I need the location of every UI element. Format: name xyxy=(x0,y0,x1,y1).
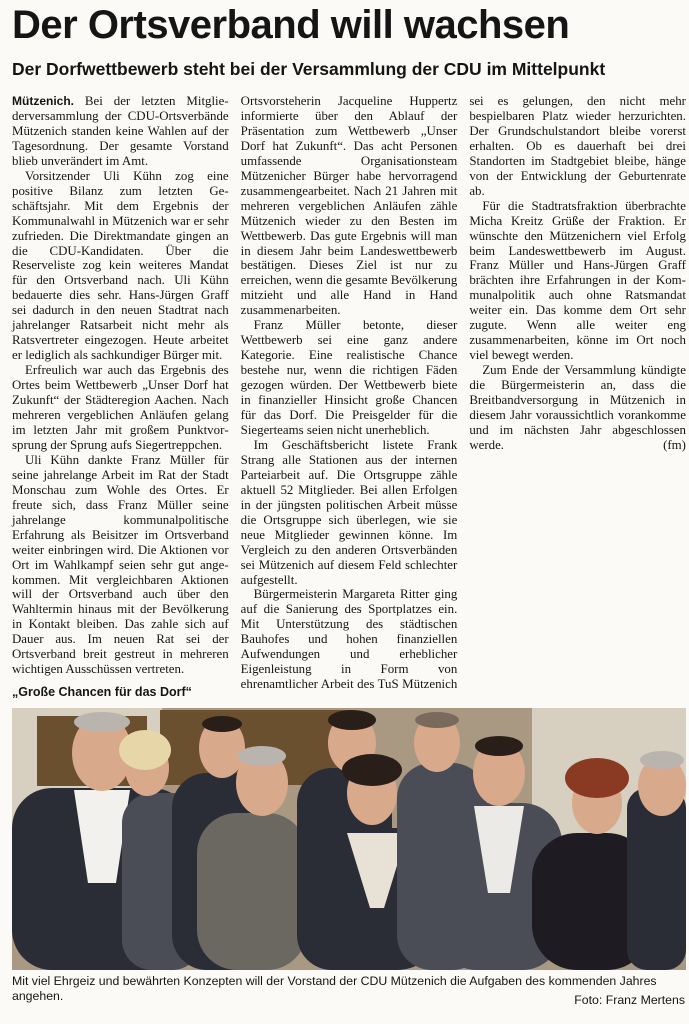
article-body xyxy=(12,94,686,704)
paragraph-1-text: Bei der letzten Mitgliederversammlung der CDU-Ortsverbände Mützenich standen keine Wahlen auf der Tagesordnung. Der gesamte Vorstand blieb unverändert im Amt. xyxy=(12,94,229,168)
paragraph-2: Vorsitzender Uli Kühn zog eine positive Bilanz zum letzten Geschäftsjahr. Mit dem Ergebnis der Kommunalwahl in Mützenich war er sehr zufrieden. Die Direktmandate gingen an die CDU-Kandidaten. Über die Reserveliste zog kein weiteres Mandat für den Ortsverband nach. Uli Kühn bedauerte dies sehr. Hans-Jürgen Graff sei dadurch in den neuen Stadtrat nach jahrelanger Ratsarbeit nicht mehr als Ratsvertreter eingezogen. Heute arbeitet er lediglich als sachkundiger Bürger mit. xyxy=(12,168,229,363)
dateline: Mützenich. xyxy=(12,94,74,108)
paragraph-9: Für die Stadtratsfraktion überbrachte Micha Kreitz Grüße der Fraktion. Er wünschte den Mützenichern viel Erfolg beim Landeswettbewerb im August. Franz Müller und Hans-Jürgen Graff brächten ihre Erfahrungen in der Kommunalpolitik auch ohne Ratsmandat weiter ein. Das komme dem Ort sehr zugute. Wenn alle weiter eng zusammenarbeiten, könne im Ort noch viel bewegt werden. xyxy=(469,198,686,363)
paragraph-3: Erfreulich war auch das Ergebnis des Ortes beim Wettbewerb „Unser Dorf hat Zukunft“ der Städteregion Aachen. Nach mehreren vergeblichen Anläufen gelang im letzten Jahr mit großem Punktvorsprung der Sprung aufs Siegertreppchen. xyxy=(12,363,229,452)
author-initials: (fm) xyxy=(663,437,686,452)
subheadline xyxy=(12,57,682,81)
paragraph-7: Im Geschäftsbericht listete Frank Strang alle Stationen aus der internen Parteiarbeit auf. Die Ortsgruppe zähle aktuell 52 Mitglieder. Bei allen Erfolgen in der jüngsten politischen Arbeit müsse die Ortsgruppe sich überlegen, wie sie neue Mitglieder gewinnen könne. Im Vergleich zu den anderen Ortsverbänden sei Mützenich auf diesem Feld schlechter aufgestellt. xyxy=(240,437,458,587)
subhead-text-end: im Mittelpunkt xyxy=(481,59,606,79)
paragraph-8: Bürgermeisterin Margareta Ritter ging auf die Sanierung des Sportplatzes ein. Mit Unterstützung des städtischen Bauhofes und hohen finanziellen Aufwendungen und erheblicher Eigenleistung in Form von ehrenamtlicher Arbeit des TuS Mützenich sei es gelungen, den nicht mehr bespielbaren Platz wieder herzurichten. Der Grundschulstandort bleibe vorerst erhalten. Ob es dauerhaft bei drei Standorten im Stadtgebiet bleibe, hänge von der Entwicklung der Geburtenrate ab. xyxy=(240,94,686,692)
paragraph-5: Ortsvorsteherin Jacqueline Huppertz informierte über den Ablauf der Präsentation zum Wettbewerb „Unser Dorf hat Zukunft“. Das acht Personen umfassende Organisationsteam Mützenicher Bürger habe hervorragend zusammengearbeitet. Nach 21 Jahren mit mehreren vergeblichen Anläufen zähle Mützenich wieder zu den Besten im Wettbewerb. Das gute Ergebnis will man in diesem Jahr beim Landeswettbewerb bestätigen. Dieses Ziel ist nur zu erreichen, wenn die gesamte Bevölkerung mitzieht und alle Hand in Hand zusammenarbeiten. xyxy=(240,94,458,318)
group-photo-illustration xyxy=(12,708,686,970)
paragraph-4: Uli Kühn dankte Franz Müller für seine jahrelange Arbeit im Rat der Stadt Monschau zum Wohle des Ortes. Er freute sich, dass Franz Müller seine jahrelange kommunalpolitische Erfahrung als Beisitzer im Ortsverband weiter einbringen wird. Die Aktionen vor Ort im Wahlkampf seien sehr gut angekommen. Mit vergleichbaren Aktionen will der Ortsverband auch über den Wahltermin hinaus mit der Bevölkerung in Kontakt bleiben. Das zahle sich auf Dauer aus. Im neuen Rat sei der Ortsverband breit gestreut in mehreren wichtigen Ausschüssen vertreten. xyxy=(12,452,229,677)
group-photo xyxy=(12,708,686,970)
subhead-bold: Versammlung der CDU xyxy=(292,59,482,79)
photo-credit: Foto: Franz Mertens xyxy=(574,993,685,1007)
paragraph-1 xyxy=(12,94,229,169)
headline: Der Ortsverband will wachsen xyxy=(12,3,570,47)
paragraph-10-text: Zum Ende der Versammlung kündigte die Bürgermeisterin an, dass die Breitbandversorgung in Mützenich in diesem Jahr voraussichtlich vorankomme und im nächsten Jahr abgeschlossen werde. xyxy=(469,363,686,452)
photo-caption: Mit viel Ehrgeiz und bewährten Konzepten will der Vorstand der CDU Mützenich die Aufgaben des kommenden Jahres angehen. xyxy=(12,974,657,1003)
subhead-text-start: Der Dorfwettbewerb steht bei der xyxy=(12,59,293,79)
paragraph-6: Franz Müller betonte, dieser Wettbewerb sei eine ganz andere Kategorie. Eine realistische Chance bestehe nur, wenn die richtigen Fäden gezogen würden. Der Wettbewerb biete in finanzieller Hinsicht große Chancen für das Dorf. Die Preisgelder für die Siegerteams seien nicht unerheblich. xyxy=(240,318,458,437)
paragraph-10 xyxy=(469,363,686,453)
article-subheading: „Große Chancen für das Dorf“ xyxy=(12,685,192,700)
